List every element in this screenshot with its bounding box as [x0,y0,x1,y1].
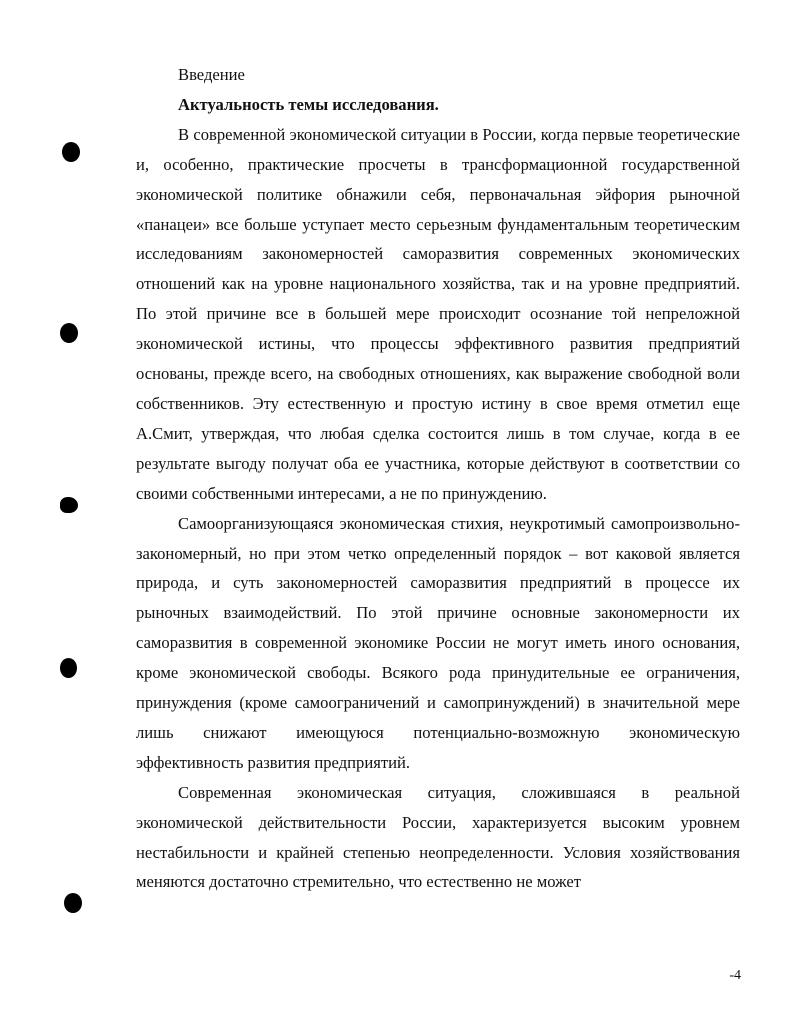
page-number: -4 [729,968,741,983]
punch-hole-mark [60,323,78,343]
punch-hole-mark [60,658,77,678]
section-subheading: Актуальность темы исследования. [178,94,439,114]
paragraph-3: Современная экономическая ситуация, сложившаяся в реальной экономической действительности России, характеризуется высоким уровнем нестабильности и крайней степенью неопределенности. Условия хозяйствования меняются достаточно стремительно, что естественно не может [136,782,740,892]
document-body [136,60,740,897]
paragraph-2: Самоорганизующаяся экономическая стихия, неукротимый самопроизвольно-закономерный, но при этом четко определенный порядок – вот каковой является природа, и суть закономерностей саморазвития предприятий в процессе их рыночных взаимодействий. По этой причине основные закономерности их саморазвития в современной экономике России не могут иметь иного основания, кроме экономической свободы. Всякого рода принудительные ее ограничения, принуждения (кроме самоограничений и самопринуждений) в значительной мере лишь снижают имеющуюся потенциально-возможную экономическую эффективность развития предприятий. [136,513,740,772]
punch-hole-mark [62,142,80,162]
punch-hole-mark [64,893,82,913]
paragraph-1: В современной экономической ситуации в России, когда первые теоретические и, особенно, практические просчеты в трансформационной государственной экономической политике обнажили себя, первоначальная эйфория рыночной «панацеи» все больше уступает место серьезным фундаментальным теоретическим исследованиям закономерностей саморазвития современных экономических отношений как на уровне национального хозяйства, так и на уровне предприятий. По этой причине все в большей мере происходит осознание той непреложной экономической истины, что процессы эффективного развития предприятий основаны, прежде всего, на свободных отношениях, как выражение свободной воли собственников. Эту естественную и простую истину в свое время отметил еще А.Смит, утверждая, что любая сделка состоится лишь в том случае, когда в ее результате выгоду получат оба ее участника, которые действуют в соответствии со своими собственными интересами, а не по принуждению. [136,124,740,503]
section-heading: Введение [178,65,245,84]
punch-hole-mark [60,497,78,513]
